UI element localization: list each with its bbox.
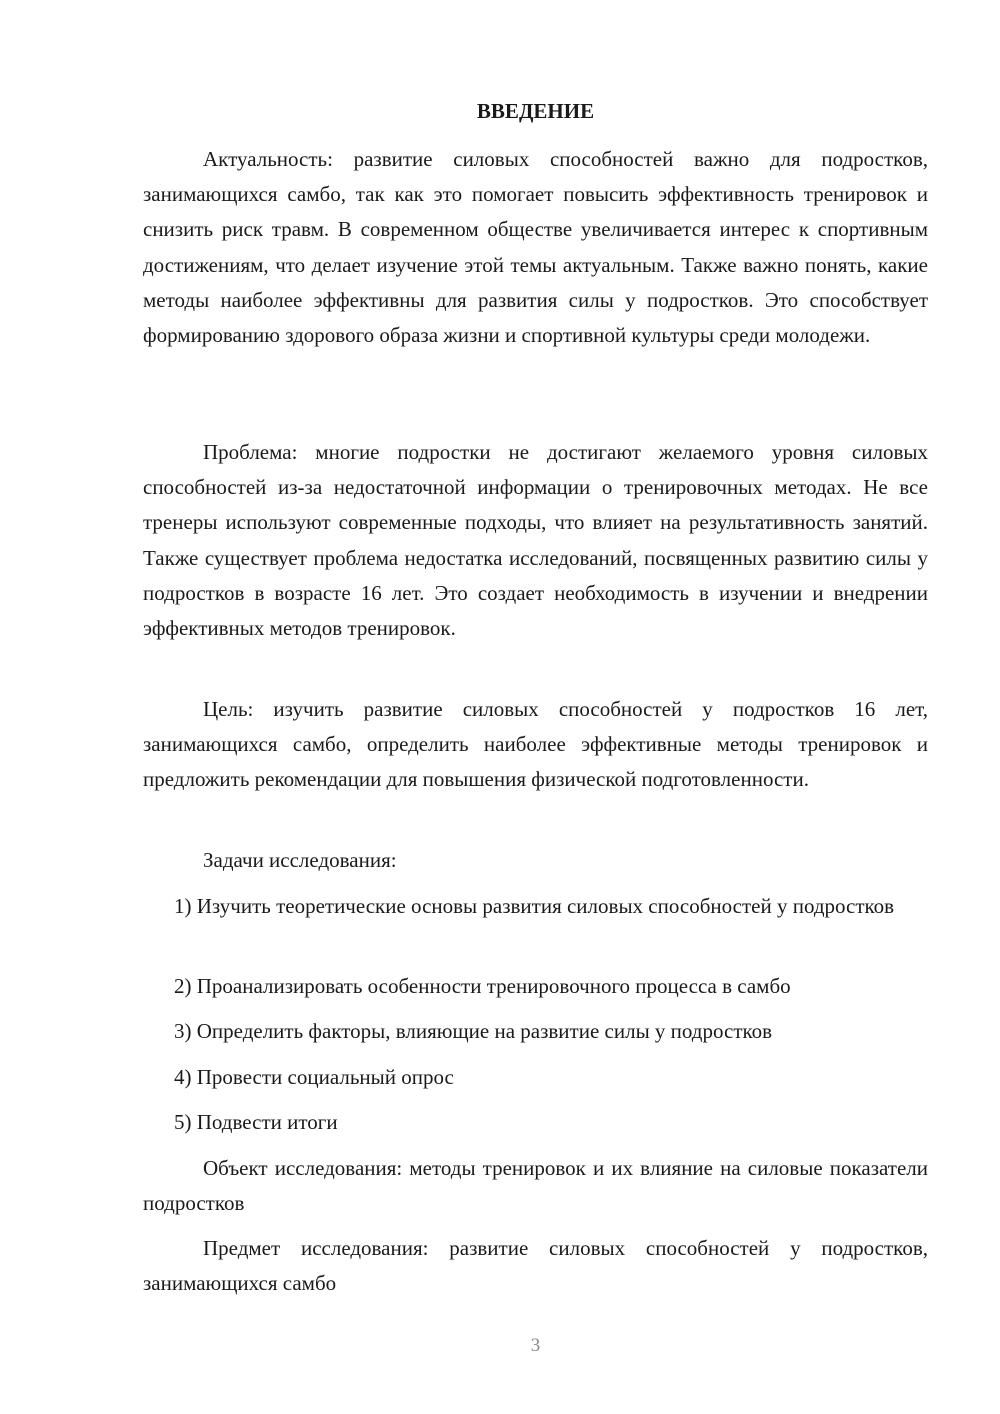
- page-number: 3: [530, 1335, 541, 1356]
- paragraph-problem: Проблема: многие подростки не достигают желаемого уровня силовых способностей из-за недостаточной информации о тренировочных методах. Не все тренеры используют современные подходы, что влияет на результативность занятий. Также существует проблема недостатка исследований, посвященных развитию силы у подростков в возрасте 16 лет. Это создает необходимость в изучении и внедрении эффективных методов тренировок.: [143, 440, 928, 641]
- page-title: ВВЕДЕНИЕ: [476, 99, 595, 123]
- task-item-4: 4) Провести социальный опрос: [174, 1065, 454, 1089]
- task-item-2: 2) Проанализировать особенности тренировочного процесса в самбо: [174, 974, 791, 998]
- paragraph-subject: Предмет исследования: развитие силовых способностей у подростков, занимающихся самбо: [143, 1236, 928, 1296]
- tasks-title: Задачи исследования:: [203, 848, 397, 872]
- document-page: [143, 0, 928, 1414]
- paragraph-object: Объект исследования: методы тренировок и их влияние на силовые показатели подростков: [143, 1156, 928, 1216]
- task-item-5: 5) Подвести итоги: [174, 1110, 338, 1134]
- task-item-1: 1) Изучить теоретические основы развития силовых способностей у подростков: [174, 894, 895, 918]
- paragraph-relevance: Актуальность: развитие силовых способностей важно для подростков, занимающихся самбо, так как это помогает повысить эффективность тренировок и снизить риск травм. В современном обществе увеличивается интерес к спортивным достижениям, что делает изучение этой темы актуальным. Также важно понять, какие методы наиболее эффективны для развития силы у подростков. Это способствует формированию здорового образа жизни и спортивной культуры среди молодежи.: [143, 147, 928, 348]
- task-item-3: 3) Определить факторы, влияющие на развитие силы у подростков: [174, 1019, 773, 1043]
- paragraph-goal: Цель: изучить развитие силовых способностей у подростков 16 лет, занимающихся самбо, определить наиболее эффективные методы тренировок и предложить рекомендации для повышения физической подготовленности.: [143, 697, 928, 792]
